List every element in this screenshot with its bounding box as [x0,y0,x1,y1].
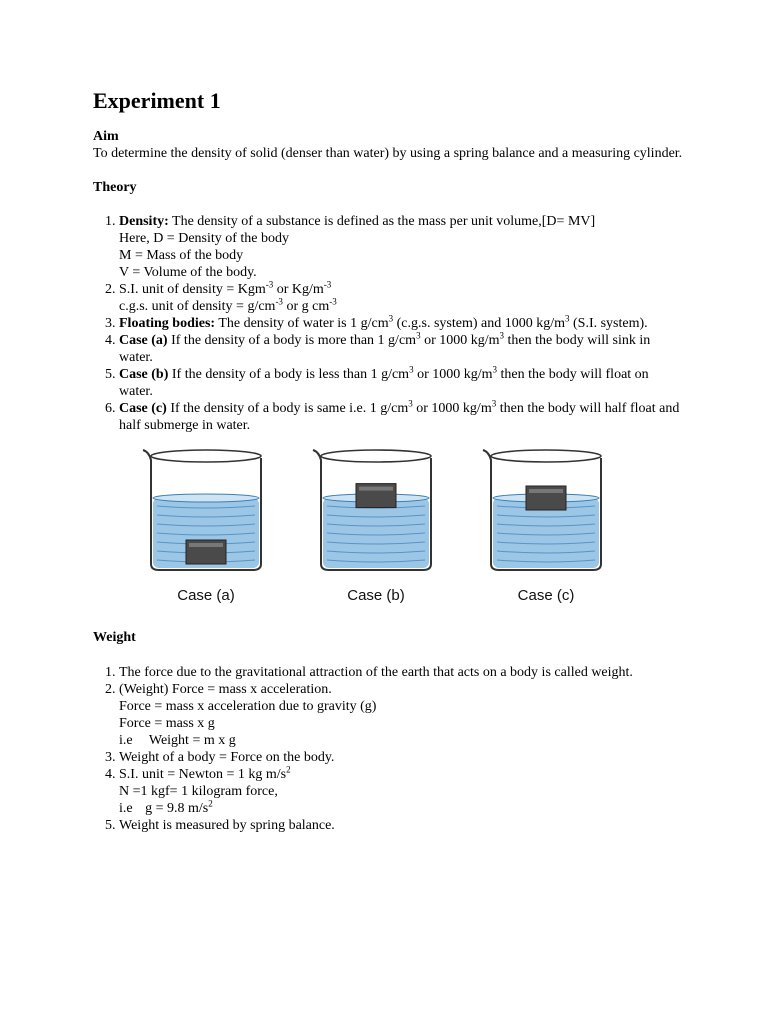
theory-item-density [119,213,683,281]
sup: 3 [492,364,498,375]
ie-label: i.e [119,733,133,748]
floating-text-c: (S.I. system). [569,316,648,331]
density-formula-m: M = Mass of the body [119,248,244,263]
theory-list [93,213,683,434]
case-a-text-b: or 1000 kg/m [420,333,500,348]
weight-formula-l2: Force = mass x acceleration due to gravity (g) [119,699,377,714]
sup: -3 [329,296,337,307]
case-label-b: Case (b) [347,587,405,604]
case-a-text-a: If the density of a body is more than 1 g/cm [167,333,417,348]
theory-item-floating [119,315,683,332]
floating-label: Floating bodies: [119,316,216,331]
case-a-label: Case (a) [119,333,168,348]
sup: 3 [491,398,497,409]
weight-list [93,664,683,834]
beaker-rim-b [321,450,431,462]
beaker-rim-a [151,450,261,462]
beakers-illustration [121,440,641,608]
weight-item-measure: 5. Weight is measured by spring balance. [119,817,683,834]
theory-heading: Theory [93,180,137,195]
beaker-rim-c [491,450,601,462]
sup: 2 [286,764,291,775]
cgs-unit-text: c.g.s. unit of density = g/cm [119,299,276,314]
sup: 3 [408,398,413,409]
weight-formula-l4: Weight = m x g [148,733,236,748]
document-page [93,88,683,834]
weight-formula-l3: Force = mass x g [119,716,215,731]
case-c-text-b: or 1000 kg/m [412,401,492,416]
sup: 3 [416,330,421,341]
density-formula-v: V = Volume of the body. [119,265,257,280]
si-newton-text: S.I. unit = Newton = 1 kg m/s [119,767,287,782]
case-b-label: Case (b) [119,367,169,382]
case-b-text-a: If the density of a body is less than 1 g/cm [168,367,410,382]
aim-text: To determine the density of solid (denser than water) by using a spring balance and a measuring cylinder. [93,146,683,161]
sup: -3 [275,296,283,307]
case-label-c: Case (c) [517,587,575,604]
block-highlight [359,487,393,491]
case-c-text-c: then the body will half float and half submerge in water. [119,401,680,433]
kgf-text: N =1 kgf= 1 kilogram force, [119,784,278,799]
ie-label: i.e [119,801,133,816]
case-a-text-c: then the body will sink in water. [119,333,651,365]
theory-item-case-c [119,400,683,434]
aim-heading: Aim [93,129,119,144]
weight-heading: Weight [93,630,136,645]
weight-item-unit [119,766,683,817]
floating-text-a: The density of water is 1 g/cm [215,316,389,331]
weight-item-definition: 1. The force due to the gravitational attraction of the earth that acts on a body is called weight. [119,664,683,681]
density-label: Density: [119,214,169,229]
weight-formula-l1: 2. (Weight) Force = mass x acceleration. [119,682,332,697]
weight-item-force: 3. Weight of a body = Force on the body. [119,749,683,766]
case-b-text-c: then the body will float on water. [119,367,649,399]
theory-item-units [119,281,683,315]
case-c-text-a: If the density of a body is same i.e. 1 g/cm [166,401,409,416]
cgs-unit-alt: or g cm [282,299,330,314]
floating-text-b: (c.g.s. system) and 1000 kg/m [393,316,565,331]
case-b-text-b: or 1000 kg/m [413,367,493,382]
sup: 3 [409,364,414,375]
theory-item-case-b [119,366,683,400]
weight-item-formula [119,681,683,749]
sup: -3 [323,279,332,290]
sup: 3 [565,313,570,324]
page-title: Experiment 1 [93,88,221,113]
block-highlight [529,489,563,493]
theory-item-case-a [119,332,683,366]
case-label-a: Case (a) [177,587,235,604]
density-definition: The density of a substance is defined as the mass per unit volume,[D= MV] [168,214,596,229]
sup: -3 [265,279,274,290]
sup: 2 [208,798,213,809]
si-unit-alt: or Kg/m [273,282,324,297]
beakers-figure [121,440,641,608]
case-c-label: Case (c) [119,401,167,416]
sup: 3 [499,330,505,341]
si-unit-text: S.I. unit of density = Kgm [119,282,266,297]
water-surface [153,494,259,502]
gravity-value: g = 9.8 m/s [145,801,209,816]
density-formula-d: Here, D = Density of the body [119,231,290,246]
sup: 3 [388,313,394,324]
block-highlight [189,543,223,547]
